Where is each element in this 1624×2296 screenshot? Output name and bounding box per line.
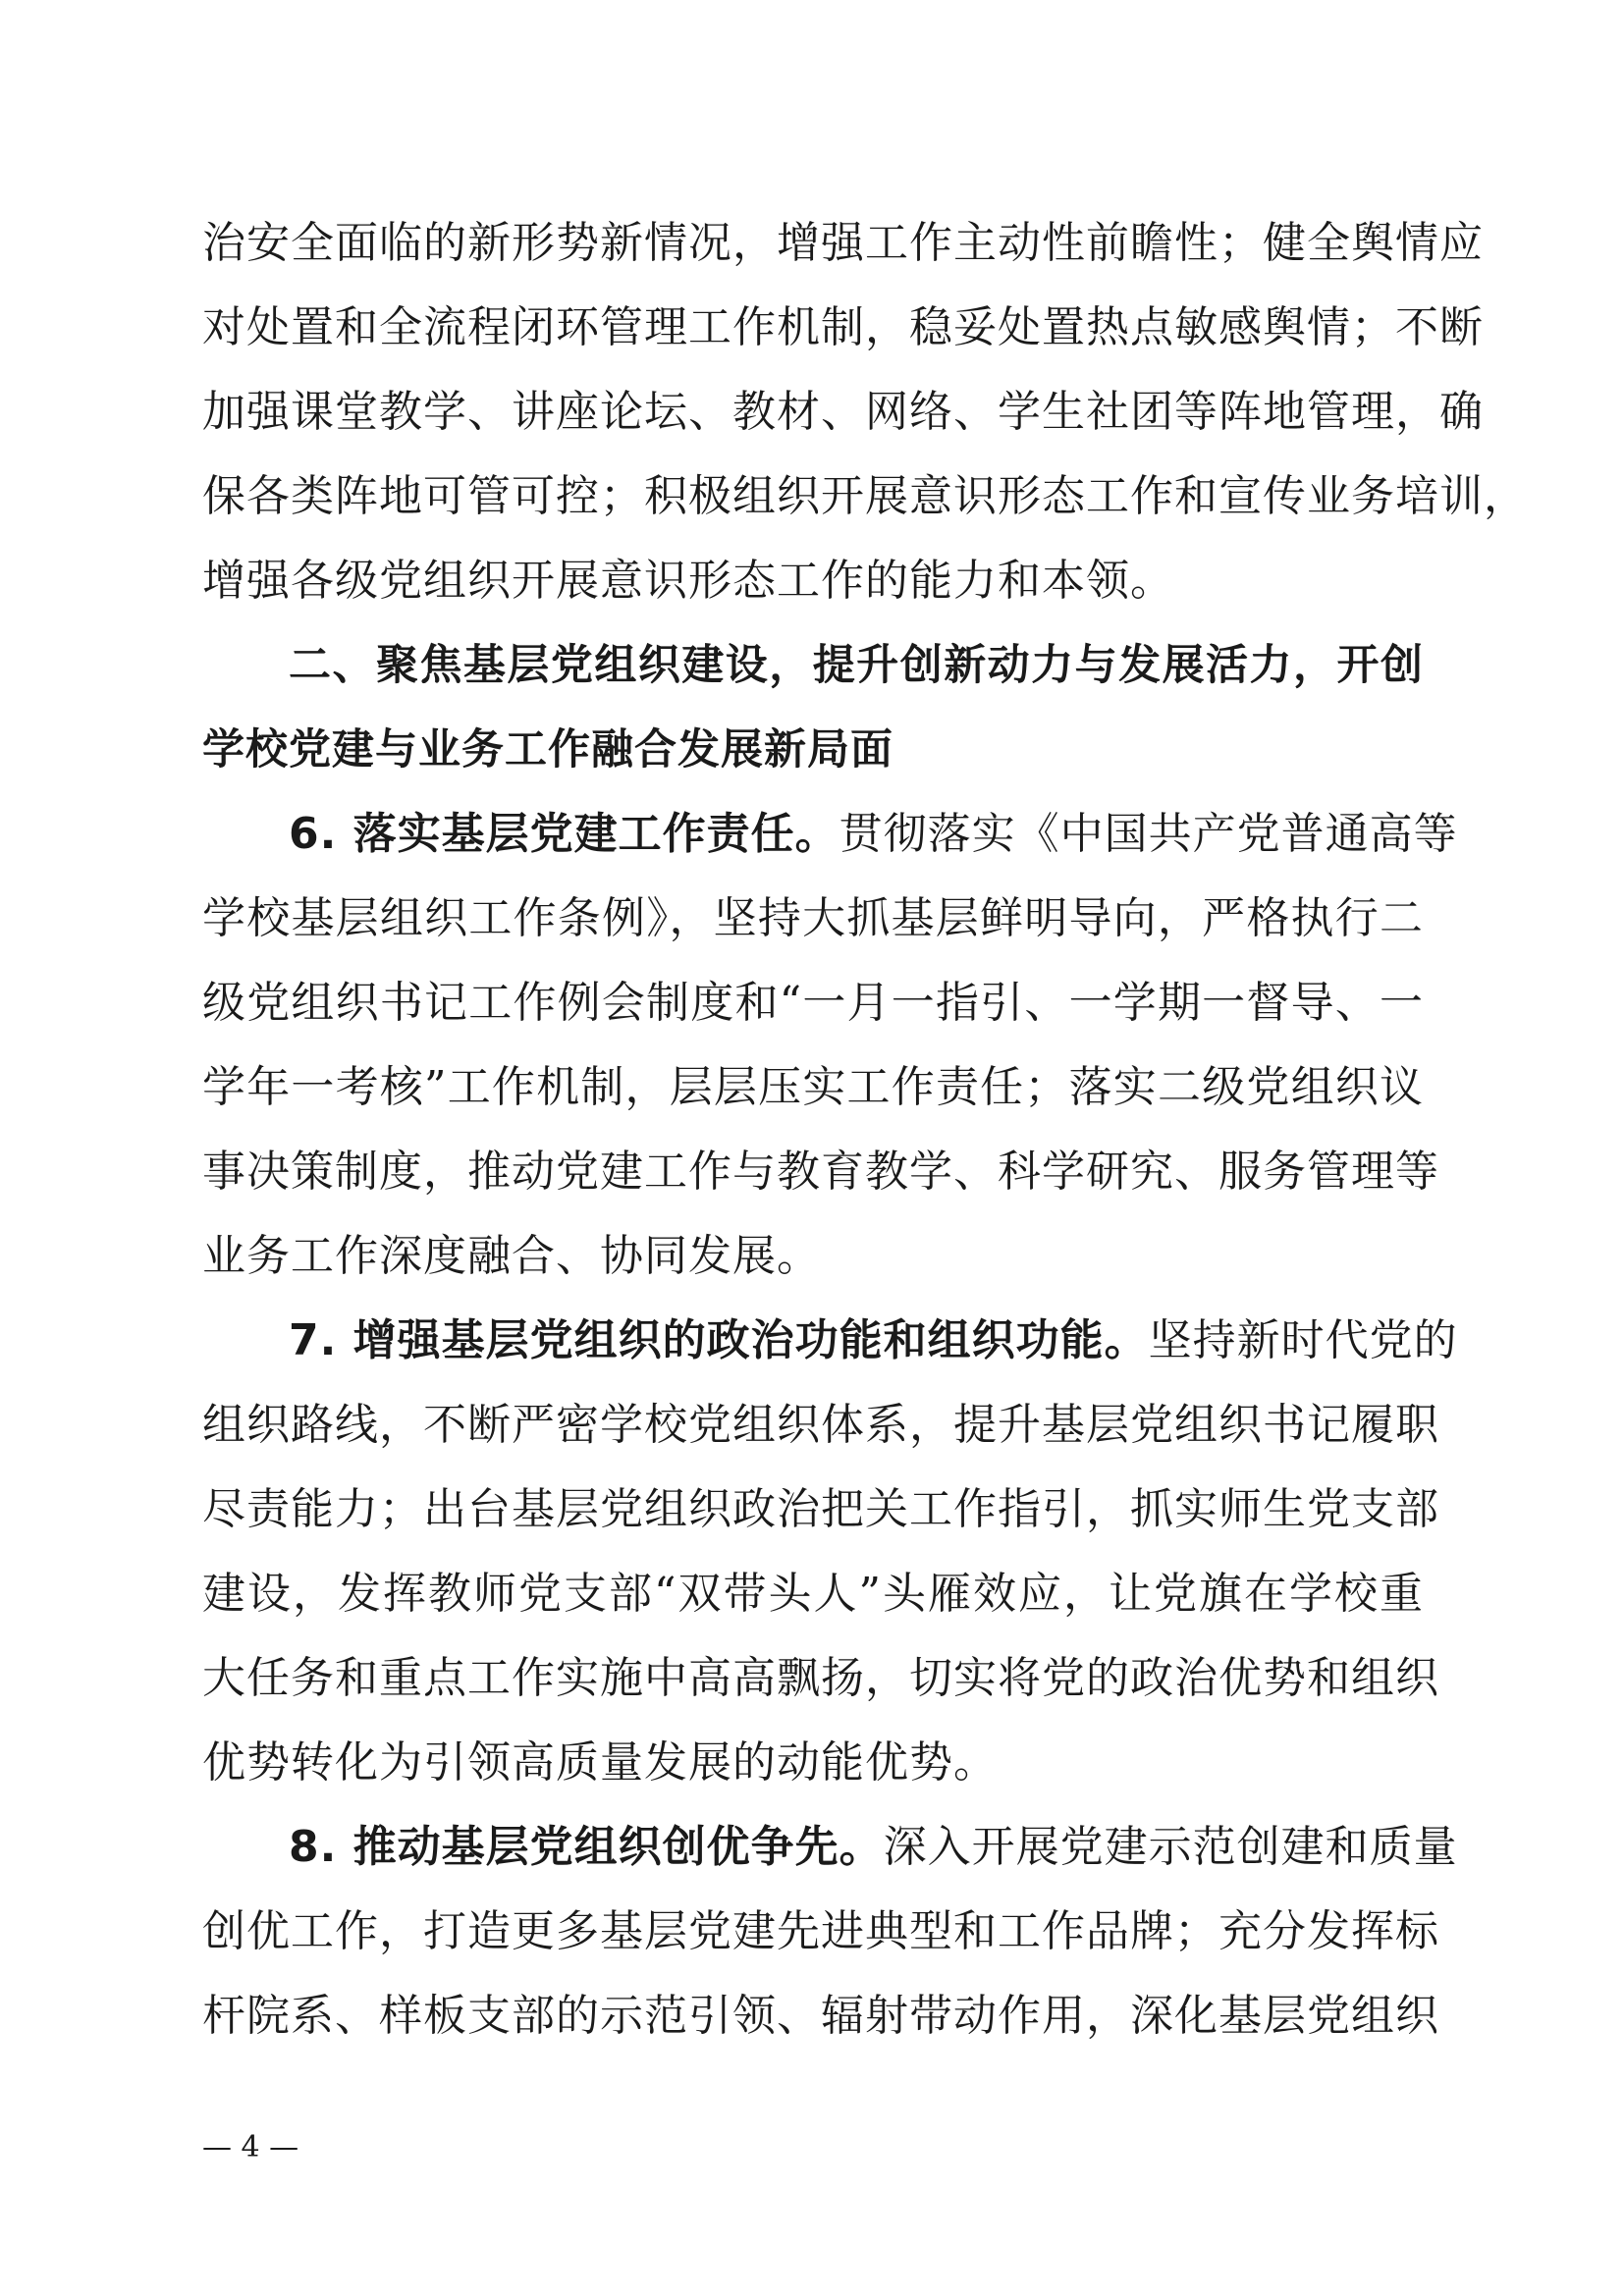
item-8-lead: 8. 推动基层党组织创优争先。 <box>289 1822 884 1872</box>
item-8-first-line <box>289 1818 1458 1877</box>
section-heading: 二、聚焦基层党组织建设，提升创新动力与发展活力，开创 <box>289 641 1424 690</box>
text-line: 学年一考核”工作机制，层层压实工作责任；落实二级党组织议 <box>202 1062 1424 1112</box>
text-line: 创优工作，打造更多基层党建先进典型和工作品牌；充分发挥标 <box>202 1906 1439 1956</box>
item-7-first-line <box>289 1311 1458 1370</box>
text-line: 治安全面临的新形势新情况，增强工作主动性前瞻性；健全舆情应 <box>202 218 1484 268</box>
text-line: 优势转化为引领高质量发展的动能优势。 <box>202 1737 998 1788</box>
item-7-lead: 7. 增强基层党组织的政治功能和组织功能。 <box>289 1315 1149 1365</box>
page-number: — 4 — <box>202 2130 299 2164</box>
text-line: 建设，发挥教师党支部“双带头人”头雁效应，让党旗在学校重 <box>202 1569 1424 1619</box>
item-6-first-line <box>289 805 1458 864</box>
text-line: 组织路线，不断严密学校党组织体系，提升基层党组织书记履职 <box>202 1400 1439 1450</box>
text-line: 加强课堂教学、讲座论坛、教材、网络、学生社团等阵地管理，确 <box>202 387 1484 437</box>
text-line: 大任务和重点工作实施中高高飘扬，切实将党的政治优势和组织 <box>202 1653 1439 1703</box>
text-line: 学校基层组织工作条例》，坚持大抓基层鲜明导向，严格执行二 <box>202 893 1424 943</box>
text-line: 对处置和全流程闭环管理工作机制，稳妥处置热点敏感舆情；不断 <box>202 302 1484 352</box>
text-line: 业务工作深度融合、协同发展。 <box>202 1231 821 1281</box>
text-line: 保各类阵地可管可控；积极组织开展意识形态工作和宣传业务培训， <box>202 471 1528 521</box>
text-line: 增强各级党组织开展意识形态工作的能力和本领。 <box>202 556 1174 606</box>
text-line: 尽责能力；出台基层党组织政治把关工作指引，抓实师生党支部 <box>202 1484 1439 1534</box>
text-line: 级党组织书记工作例会制度和“一月一指引、一学期一督导、一 <box>202 978 1424 1028</box>
item-7-text: 坚持新时代党的 <box>1148 1315 1458 1365</box>
text-line: 杆院系、样板支部的示范引领、辐射带动作用，深化基层党组织 <box>202 1991 1439 2041</box>
item-8-text: 深入开展党建示范创建和质量 <box>883 1822 1458 1872</box>
item-6-lead: 6. 落实基层党建工作责任。 <box>289 809 839 859</box>
text-line: 事决策制度，推动党建工作与教育教学、科学研究、服务管理等 <box>202 1147 1439 1197</box>
item-6-text: 贯彻落实《中国共产党普通高等 <box>839 809 1458 859</box>
section-heading: 学校党建与业务工作融合发展新局面 <box>202 725 893 774</box>
